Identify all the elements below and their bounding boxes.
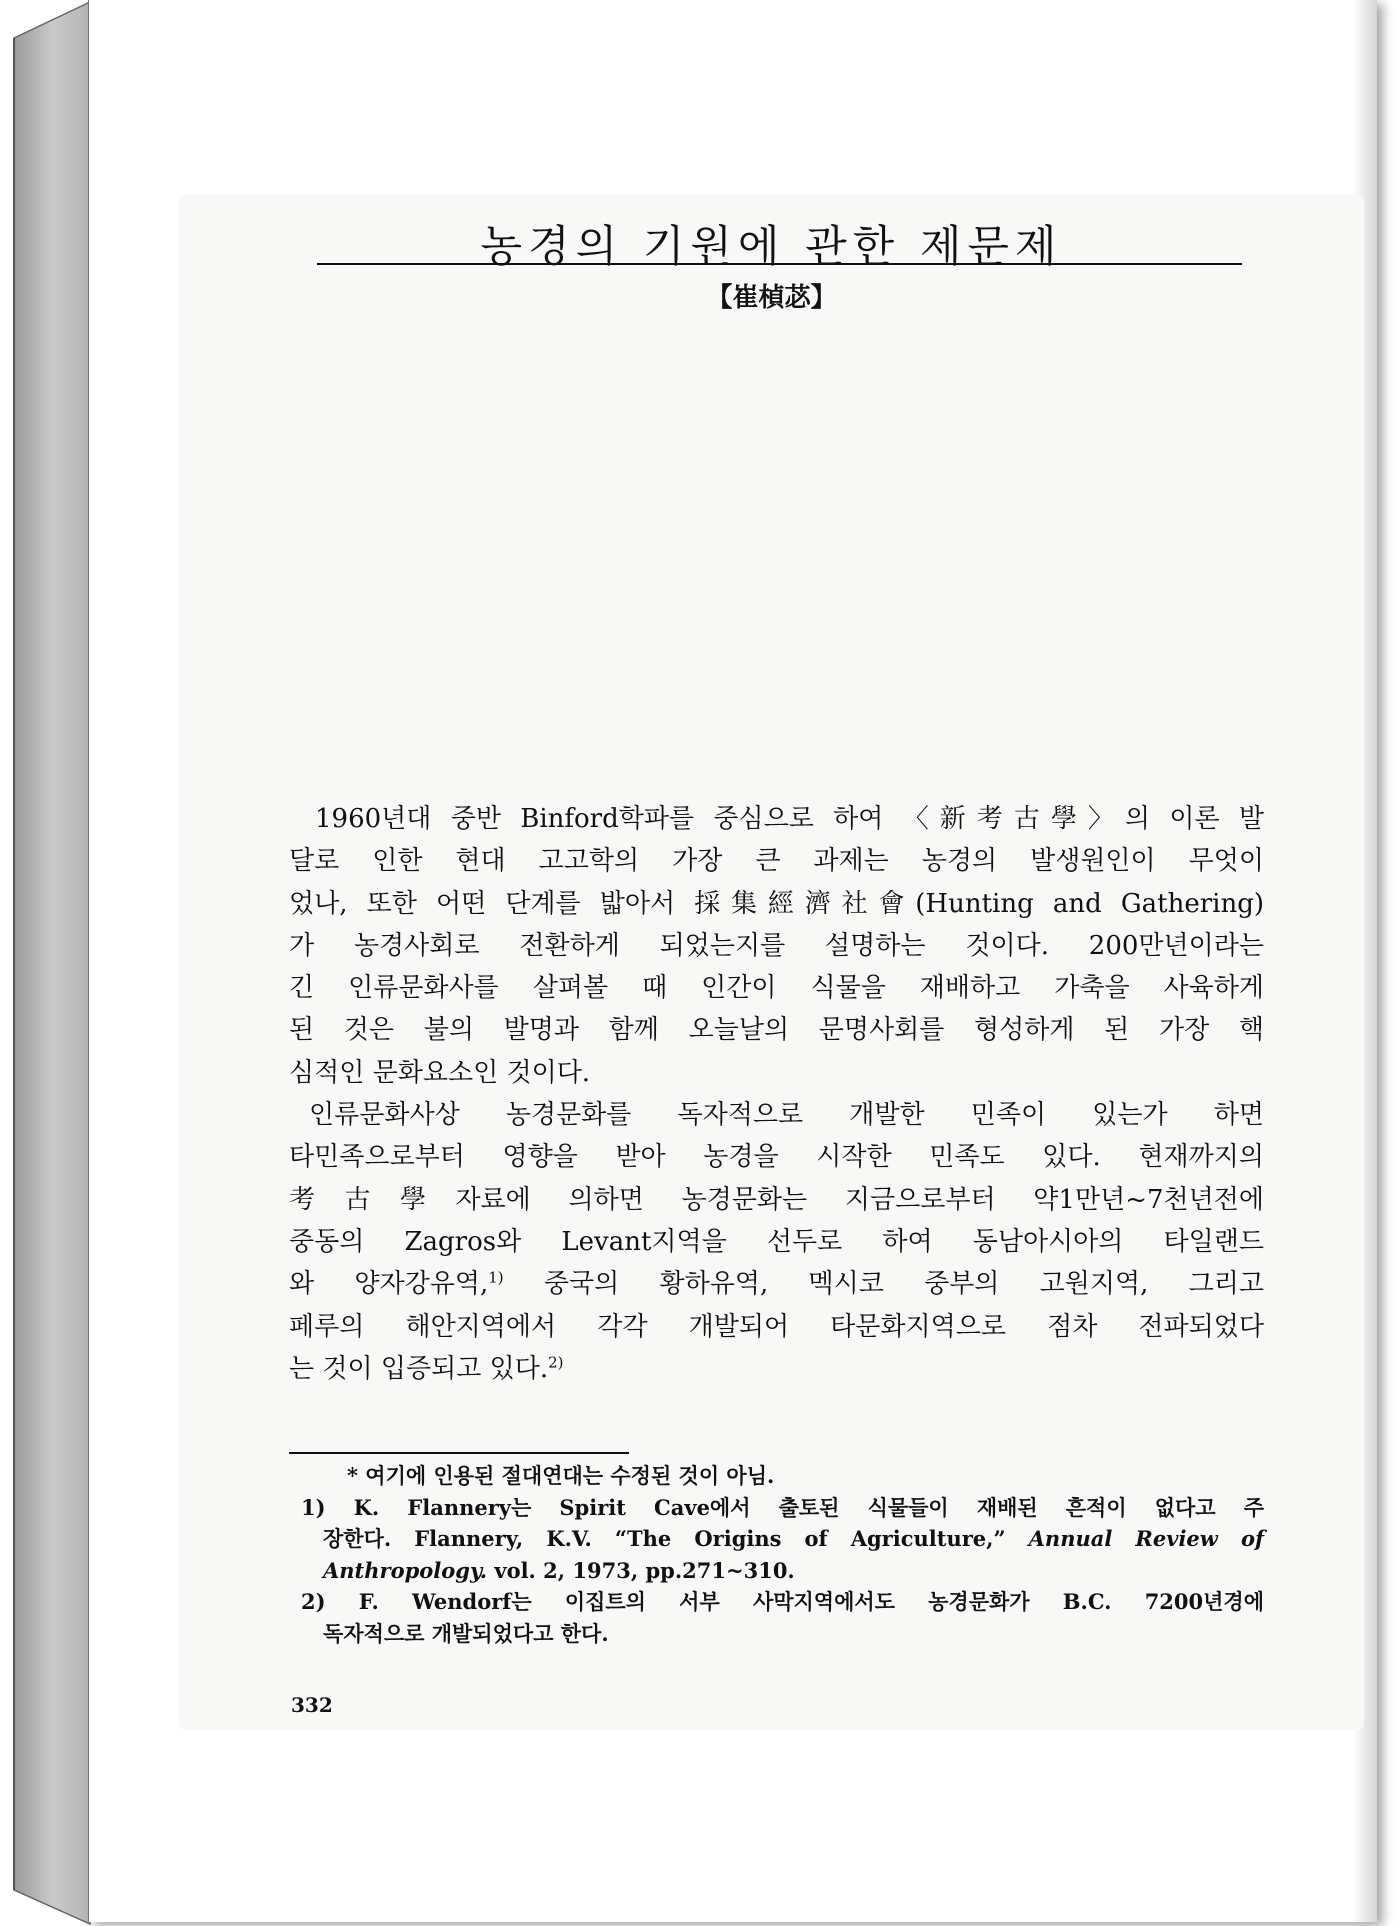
- body-line: 인류문화사상 농경문화를 독자적으로 개발한 민족이 있는가 하면: [309, 1100, 1264, 1131]
- footnote-1-journal: Annual Review of: [1028, 1526, 1264, 1551]
- footnote-1-journal: Anthropology.: [323, 1557, 488, 1583]
- body-line: 긴 인류문화사를 살펴볼 때 인간이 식물을 재배하고 가축을 사육하게: [289, 973, 1264, 1004]
- body-line-with-ref: [289, 1263, 1264, 1305]
- title-underline: [317, 263, 1242, 265]
- body-line: 가 농경사회로 전환하게 되었는지를 설명하는 것이다. 200만년이라는: [289, 930, 1264, 961]
- body-line: 1960년대 중반 Binford학파를 중심으로 하여 〈新考古學〉의 이론 발: [315, 804, 1264, 834]
- footnote-separator: [289, 1452, 629, 1454]
- footnote-1-line: [301, 1523, 1264, 1555]
- footnote-2-line: 2) F. Wendorf는 이집트의 서부 사막지역에서도 농경문화가 B.C. 7200년경에: [301, 1589, 1264, 1614]
- footnotes: [301, 1460, 1264, 1649]
- body-line: 달로 인한 현대 고고학의 가장 큰 과제는 농경의 발생원인이 무엇이: [289, 846, 1264, 877]
- scanned-page: [179, 195, 1364, 1730]
- article-author: 【崔楨苾】: [706, 283, 837, 313]
- footnote-1-citation: 장한다. Flannery, K.V. “The Origins of Agriculture,”: [323, 1526, 1006, 1551]
- footnote-ref-1: 1): [488, 1268, 504, 1287]
- body-line: 考古學자료에 의하면 농경문화는 지금으로부터 약1만년~7천년전에: [289, 1184, 1264, 1215]
- article-title: 농경의 기원에 관한 제문제: [480, 222, 1063, 272]
- page-number: 332: [291, 1693, 333, 1717]
- footnote-1-line: 1) K. Flannery는 Spirit Cave에서 출토된 식물들이 재배된 흔적이 없다고 주: [301, 1494, 1264, 1520]
- body-line-part: 중국의 황하유역, 멕시코 중부의 고원지역, 그리고: [543, 1269, 1264, 1300]
- footnote-2-line: 독자적으로 개발되었다고 한다.: [323, 1620, 609, 1646]
- body-line: 타민족으로부터 영향을 받아 농경을 시작한 민족도 있다. 현재까지의: [289, 1142, 1264, 1173]
- footnote-star: * 여기에 인용된 절대연대는 수정된 것이 아님.: [347, 1463, 775, 1488]
- body-line-part: 와 양자강유역,: [289, 1269, 489, 1300]
- body-line: 심적인 문화요소인 것이다.: [289, 1057, 591, 1088]
- body-line-part: 는 것이 입증되고 있다.: [289, 1353, 549, 1384]
- document-page: [88, 0, 1377, 1922]
- footnote-1-line: [301, 1555, 1264, 1587]
- footnote-ref-2: 2): [548, 1353, 564, 1372]
- body-text: [289, 798, 1264, 1390]
- body-line: 페루의 해안지역에서 각각 개발되어 타문화지역으로 점차 전파되었다: [289, 1311, 1264, 1342]
- body-line: 중동의 Zagros와 Levant지역을 선두로 하여 동남아시아의 타일랜드: [289, 1226, 1264, 1257]
- body-line-with-ref: [289, 1348, 1264, 1390]
- body-line: 었나, 또한 어떤 단계를 밟아서 採集經濟社會(Hunting and Gathering): [289, 888, 1264, 919]
- body-line: 된 것은 불의 발명과 함께 오늘날의 문명사회를 형성하게 된 가장 핵: [289, 1015, 1264, 1046]
- footnote-1-volume: vol. 2, 1973, pp.271~310.: [487, 1557, 795, 1583]
